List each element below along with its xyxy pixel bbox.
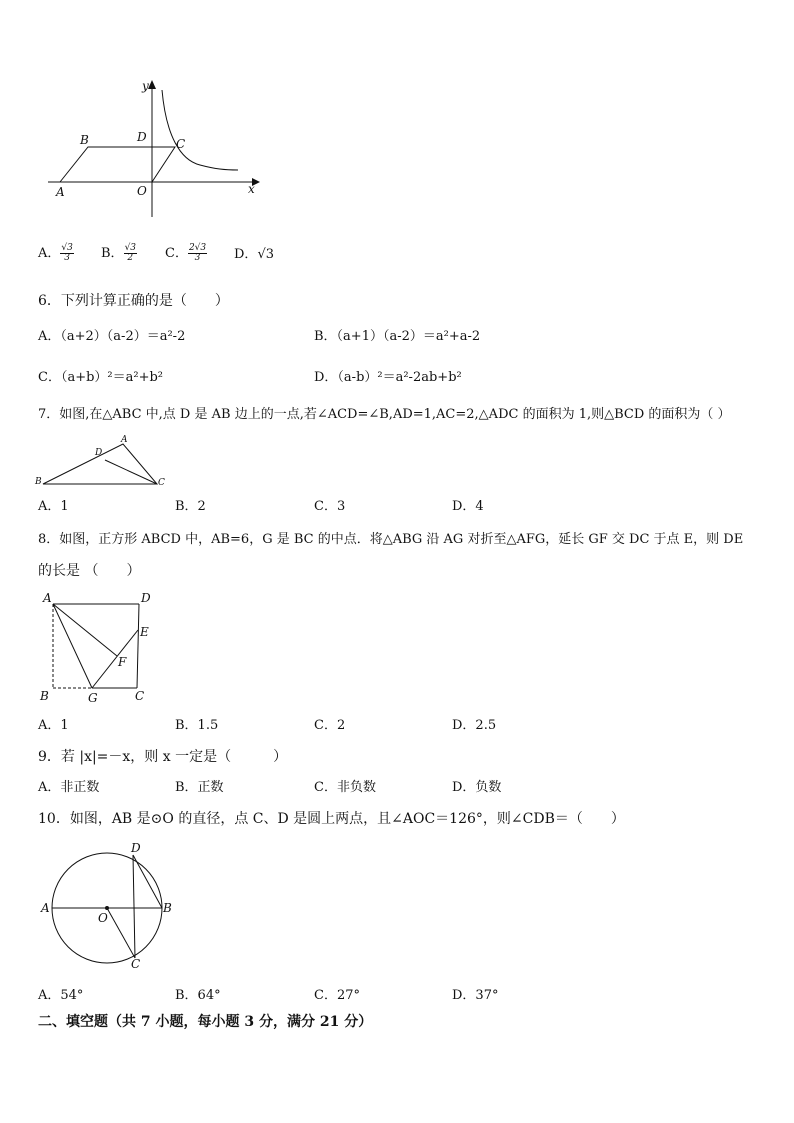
q7-option-b: B．2 — [175, 499, 206, 514]
center-point — [105, 906, 109, 910]
q9-option-a: A．非正数 — [38, 780, 100, 795]
segment-cd — [105, 460, 157, 484]
segment-db — [133, 855, 162, 908]
hyperbola-curve — [162, 90, 238, 170]
segment-ag — [53, 604, 92, 688]
label-o: O — [137, 184, 147, 198]
q8-stem-line2: 的长是 （ ） — [38, 563, 141, 579]
label-b: B — [163, 901, 172, 915]
q10-figure — [35, 840, 185, 975]
section2-title: 二、填空题（共 7 小题，每小题 3 分，满分 21 分） — [38, 1014, 373, 1030]
q8-stem-line1: 8．如图，正方形 ABCD 中，AB=6，G 是 BC 的中点．将△ABG 沿 AG 对折至△AFG，延长 GF 交 DC 于点 E，则 DE — [38, 532, 744, 547]
q6-option-d: D．（a-b）²＝a²-2ab+b² — [314, 370, 462, 385]
q7-option-c: C．3 — [314, 499, 346, 514]
q7-stem: 7．如图,在△ABC 中,点 D 是 AB 边上的一点,若∠ACD=∠B,AD=1,AC=2,△ADC 的面积为 1,则△BCD 的面积为（ ） — [38, 407, 731, 422]
label-b: B — [40, 689, 49, 703]
label-a: A — [41, 901, 50, 915]
label-d: D — [95, 448, 103, 458]
q10-stem: 10．如图，AB 是⊙O 的直径，点 C、D 是圆上两点，且∠AOC＝126°，则∠CDB＝（ ） — [38, 811, 625, 827]
label-o: O — [98, 911, 108, 925]
segment-oc — [107, 908, 135, 958]
q9-option-c: C．非负数 — [314, 780, 376, 795]
q6-option-b: B．（a+1）（a-2）＝a²+a-2 — [314, 329, 481, 344]
label-b: B — [35, 477, 42, 487]
q9-option-d: D．负数 — [452, 780, 502, 795]
label-d: D — [141, 591, 151, 605]
label-c: C — [158, 478, 165, 488]
q6-stem: 6．下列计算正确的是（ ） — [38, 293, 229, 309]
segment-ge — [92, 630, 138, 688]
parallelogram-abco — [60, 147, 175, 182]
label-c: C — [176, 137, 186, 151]
q5-option-b: B． $\frac{√3}{2}$ — [101, 243, 137, 263]
label-c: C — [131, 957, 141, 971]
label-b: B — [80, 133, 89, 147]
segment-dc — [133, 855, 135, 958]
side-dc — [137, 604, 139, 688]
q6-option-a: A．（a+2）（a-2）＝a²-2 — [38, 329, 186, 344]
q6-option-c: C．（a+b）²＝a²+b² — [38, 370, 164, 385]
label-d: D — [137, 130, 147, 144]
label-a: A — [56, 185, 65, 199]
label-g: G — [88, 691, 98, 705]
q5-option-c: C． $\frac{2√3}{3}$ — [165, 243, 207, 263]
q10-option-a: A．54° — [38, 988, 84, 1003]
label-e: E — [140, 625, 149, 639]
segment-af — [53, 604, 117, 656]
q8-option-c: C．2 — [314, 718, 346, 733]
q7-figure — [35, 432, 170, 490]
q5-figure — [40, 75, 270, 225]
label-x: x — [248, 182, 255, 196]
label-c: C — [135, 689, 145, 703]
q10-option-b: B．64° — [175, 988, 221, 1003]
label-d: D — [131, 841, 141, 855]
q7-option-a: A．1 — [38, 499, 69, 514]
q5-option-a: A． $\frac{√3}{3}$ — [38, 243, 73, 263]
q5-option-d: D．√3 — [234, 247, 274, 262]
label-a: A — [43, 591, 52, 605]
label-f: F — [118, 655, 127, 669]
y-axis-arrow — [148, 80, 156, 89]
q8-option-b: B．1.5 — [175, 718, 219, 733]
q10-option-c: C．27° — [314, 988, 360, 1003]
q7-option-d: D．4 — [452, 499, 484, 514]
label-a: A — [121, 435, 128, 445]
q8-option-d: D．2.5 — [452, 718, 497, 733]
q10-option-d: D．37° — [452, 988, 499, 1003]
q9-stem: 9．若 |x|=－x，则 x 一定是（ ） — [38, 749, 288, 765]
q8-figure — [35, 588, 160, 708]
q9-option-b: B．正数 — [175, 780, 224, 795]
label-y: y — [142, 79, 149, 93]
q8-option-a: A．1 — [38, 718, 69, 733]
